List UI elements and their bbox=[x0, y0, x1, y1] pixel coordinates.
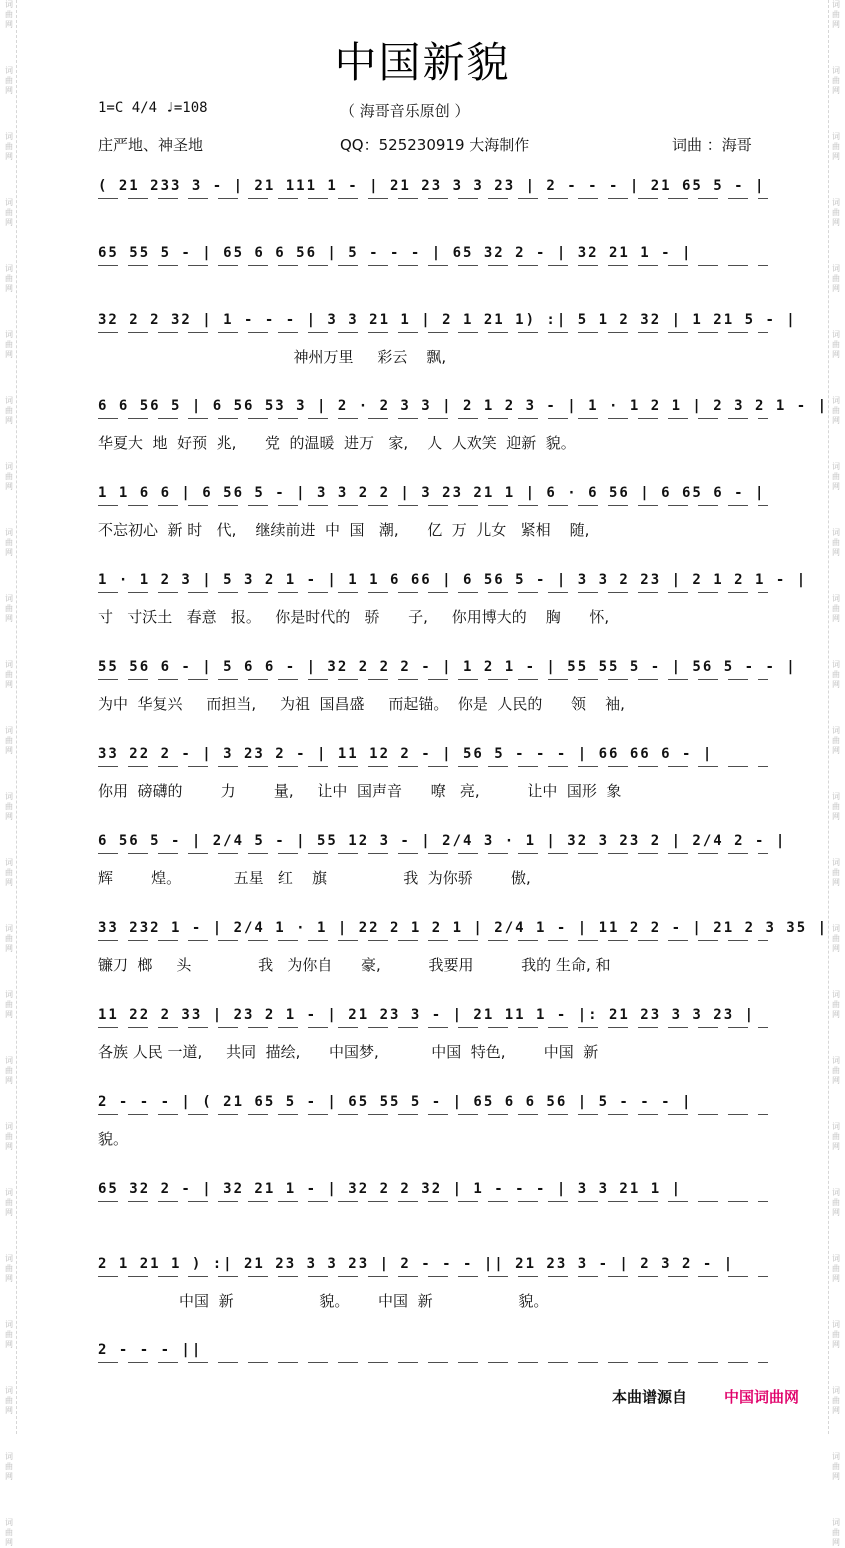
footer-source-label: 本曲谱源自 bbox=[612, 1388, 688, 1406]
watermark-text: 词曲网 bbox=[5, 264, 13, 293]
key-meter-tempo: 1=C 4/4 ♩=108 bbox=[98, 100, 208, 116]
watermark-text: 词曲网 bbox=[832, 1386, 840, 1415]
beam-underlines bbox=[98, 1276, 768, 1282]
qq-info: QQ：525230919 大海制作 bbox=[340, 136, 530, 154]
beam-underlines bbox=[98, 679, 768, 685]
watermark-text: 词曲网 bbox=[5, 660, 13, 689]
watermark-text: 词曲网 bbox=[5, 1320, 13, 1349]
notation-line: 65 55 5 - | 65 6 6 56 | 5 - - - | 65 32 2 - | 32 21 1 - | bbox=[98, 245, 693, 261]
watermark-text: 词曲网 bbox=[832, 462, 840, 491]
watermark-text: 词曲网 bbox=[832, 396, 840, 425]
watermark-text: 词曲网 bbox=[832, 66, 840, 95]
beam-underlines bbox=[98, 265, 768, 271]
watermark-text: 词曲网 bbox=[5, 1386, 13, 1415]
watermark-text: 词曲网 bbox=[832, 858, 840, 887]
lyrics-line bbox=[98, 212, 768, 234]
lyrics-line: 华夏大 地 好预 兆, 党 的温暖 进万 家, 人 人欢笑 迎新 貌。 bbox=[98, 434, 576, 452]
notation-line: 55 56 6 - | 5 6 6 - | 32 2 2 2 - | 1 2 1 - | 55 55 5 - | 56 5 - - | bbox=[98, 659, 797, 675]
beam-underlines bbox=[98, 332, 768, 338]
watermark-text: 词曲网 bbox=[832, 1254, 840, 1283]
lyrics-line: 神州万里 彩云 飘, bbox=[98, 348, 447, 366]
watermark-text: 词曲网 bbox=[5, 594, 13, 623]
notation-line: 65 32 2 - | 32 21 1 - | 32 2 2 32 | 1 - - - | 3 3 21 1 | bbox=[98, 1181, 683, 1197]
notation-line: 6 6 56 5 | 6 56 53 3 | 2 · 2 3 3 | 2 1 2 3 - | 1 · 1 2 1 | 2 3 2 1 - | bbox=[98, 398, 829, 414]
watermark-text: 词曲网 bbox=[5, 528, 13, 557]
lyrics-line: 貌。 bbox=[98, 1130, 129, 1148]
lyrics-line: 寸 寸沃土 春意 报。 你是时代的 骄 子, 你用博大的 胸 怀, bbox=[98, 608, 610, 626]
watermark-text: 词曲网 bbox=[5, 1254, 13, 1283]
beam-underlines bbox=[98, 766, 768, 772]
watermark-text: 词曲网 bbox=[832, 198, 840, 227]
watermark-text: 词曲网 bbox=[832, 1518, 840, 1547]
notation-line: 1 1 6 6 | 6 56 5 - | 3 3 2 2 | 3 23 21 1 | 6 · 6 56 | 6 65 6 - | bbox=[98, 485, 766, 501]
lyrics-line: 各族 人民 一道, 共同 描绘, 中国梦, 中国 特色, 中国 新 bbox=[98, 1043, 599, 1061]
watermark-text: 词曲网 bbox=[832, 264, 840, 293]
beam-underlines bbox=[98, 1201, 768, 1207]
side-watermark-left bbox=[2, 0, 17, 1547]
beam-underlines bbox=[98, 592, 768, 598]
notation-line: 32 2 2 32 | 1 - - - | 3 3 21 1 | 2 1 21 1) :| 5 1 2 32 | 1 21 5 - | bbox=[98, 312, 797, 328]
watermark-text: 词曲网 bbox=[832, 660, 840, 689]
watermark-text: 词曲网 bbox=[5, 462, 13, 491]
watermark-text: 词曲网 bbox=[832, 1122, 840, 1151]
watermark-text: 词曲网 bbox=[832, 1452, 840, 1481]
lyrics-line: 你用 磅礴的 力 量, 让中 国声音 嘹 亮, 让中 国形 象 bbox=[98, 782, 622, 800]
watermark-text: 词曲网 bbox=[5, 726, 13, 755]
beam-underlines bbox=[98, 418, 768, 424]
watermark-text: 词曲网 bbox=[832, 990, 840, 1019]
beam-underlines bbox=[98, 853, 768, 859]
style-note: 庄严地、神圣地 bbox=[98, 136, 204, 154]
watermark-text: 词曲网 bbox=[832, 132, 840, 161]
lyrics-line bbox=[98, 279, 768, 301]
watermark-text: 词曲网 bbox=[5, 1056, 13, 1085]
beam-underlines bbox=[98, 198, 768, 204]
side-watermark-right bbox=[828, 0, 843, 1547]
watermark-text: 词曲网 bbox=[5, 1188, 13, 1217]
notation-line: 33 232 1 - | 2/4 1 · 1 | 22 2 1 2 1 | 2/4 1 - | 11 2 2 - | 21 2 3 35 | bbox=[98, 920, 829, 936]
notation-line: ( 21 233 3 - | 21 111 1 - | 21 23 3 3 23 | 2 - - - | 21 65 5 - | bbox=[98, 178, 766, 194]
watermark-text: 词曲网 bbox=[832, 0, 840, 29]
credits: 词曲 ：海哥 bbox=[672, 136, 752, 154]
watermark-text: 词曲网 bbox=[5, 396, 13, 425]
watermark-text: 词曲网 bbox=[5, 792, 13, 821]
beam-underlines bbox=[98, 505, 768, 511]
beam-underlines bbox=[98, 1027, 768, 1033]
beam-underlines bbox=[98, 1362, 768, 1368]
watermark-text: 词曲网 bbox=[832, 726, 840, 755]
notation-line: 2 - - - || bbox=[98, 1342, 203, 1358]
notation-line: 11 22 2 33 | 23 2 1 - | 21 23 3 - | 21 11 1 - |: 21 23 3 3 23 | bbox=[98, 1007, 756, 1023]
watermark-text: 词曲网 bbox=[5, 66, 13, 95]
watermark-text: 词曲网 bbox=[5, 858, 13, 887]
beam-underlines bbox=[98, 1114, 768, 1120]
watermark-text: 词曲网 bbox=[5, 198, 13, 227]
song-title: 中国新貌 bbox=[334, 38, 511, 87]
lyrics-line: 不忘初心 新 时 代, 继续前进 中 国 潮, 亿 万 儿女 紧相 随, bbox=[98, 521, 590, 539]
watermark-text: 词曲网 bbox=[832, 792, 840, 821]
watermark-text: 词曲网 bbox=[832, 1320, 840, 1349]
lyrics-line: 镰刀 榔 头 我 为你自 豪, 我要用 我的 生命, 和 bbox=[98, 956, 611, 974]
watermark-text: 词曲网 bbox=[5, 924, 13, 953]
subtitle: （ 海哥音乐原创 ） bbox=[340, 102, 470, 120]
footer-site-link[interactable]: 中国词曲网 bbox=[724, 1388, 800, 1406]
lyrics-line bbox=[98, 1215, 768, 1237]
watermark-text: 词曲网 bbox=[5, 1122, 13, 1151]
notation-line: 2 1 21 1 ) :| 21 23 3 3 23 | 2 - - - || 21 23 3 - | 2 3 2 - | bbox=[98, 1256, 735, 1272]
watermark-text: 词曲网 bbox=[832, 594, 840, 623]
watermark-text: 词曲网 bbox=[5, 1452, 13, 1481]
watermark-text: 词曲网 bbox=[5, 1518, 13, 1547]
notation-line: 2 - - - | ( 21 65 5 - | 65 55 5 - | 65 6 6 56 | 5 - - - | bbox=[98, 1094, 693, 1110]
notation-line: 6 56 5 - | 2/4 5 - | 55 12 3 - | 2/4 3 · 1 | 32 3 23 2 | 2/4 2 - | bbox=[98, 833, 787, 849]
watermark-text: 词曲网 bbox=[832, 1056, 840, 1085]
watermark-text: 词曲网 bbox=[832, 924, 840, 953]
watermark-text: 词曲网 bbox=[5, 330, 13, 359]
watermark-text: 词曲网 bbox=[832, 528, 840, 557]
watermark-text: 词曲网 bbox=[5, 132, 13, 161]
lyrics-line: 中国 新 貌。 中国 新 貌。 bbox=[98, 1292, 549, 1310]
lyrics-line: 为中 华复兴 而担当, 为祖 国昌盛 而起锚。 你是 人民的 领 袖, bbox=[98, 695, 625, 713]
notation-line: 1 · 1 2 3 | 5 3 2 1 - | 1 1 6 66 | 6 56 5 - | 3 3 2 23 | 2 1 2 1 - | bbox=[98, 572, 808, 588]
watermark-text: 词曲网 bbox=[832, 330, 840, 359]
watermark-text: 词曲网 bbox=[5, 990, 13, 1019]
beam-underlines bbox=[98, 940, 768, 946]
lyrics-line: 辉 煌。 五星 红 旗 我 为你骄 傲, bbox=[98, 869, 531, 887]
notation-line: 33 22 2 - | 3 23 2 - | 11 12 2 - | 56 5 - - - | 66 66 6 - | bbox=[98, 746, 714, 762]
watermark-text: 词曲网 bbox=[5, 0, 13, 29]
watermark-text: 词曲网 bbox=[832, 1188, 840, 1217]
